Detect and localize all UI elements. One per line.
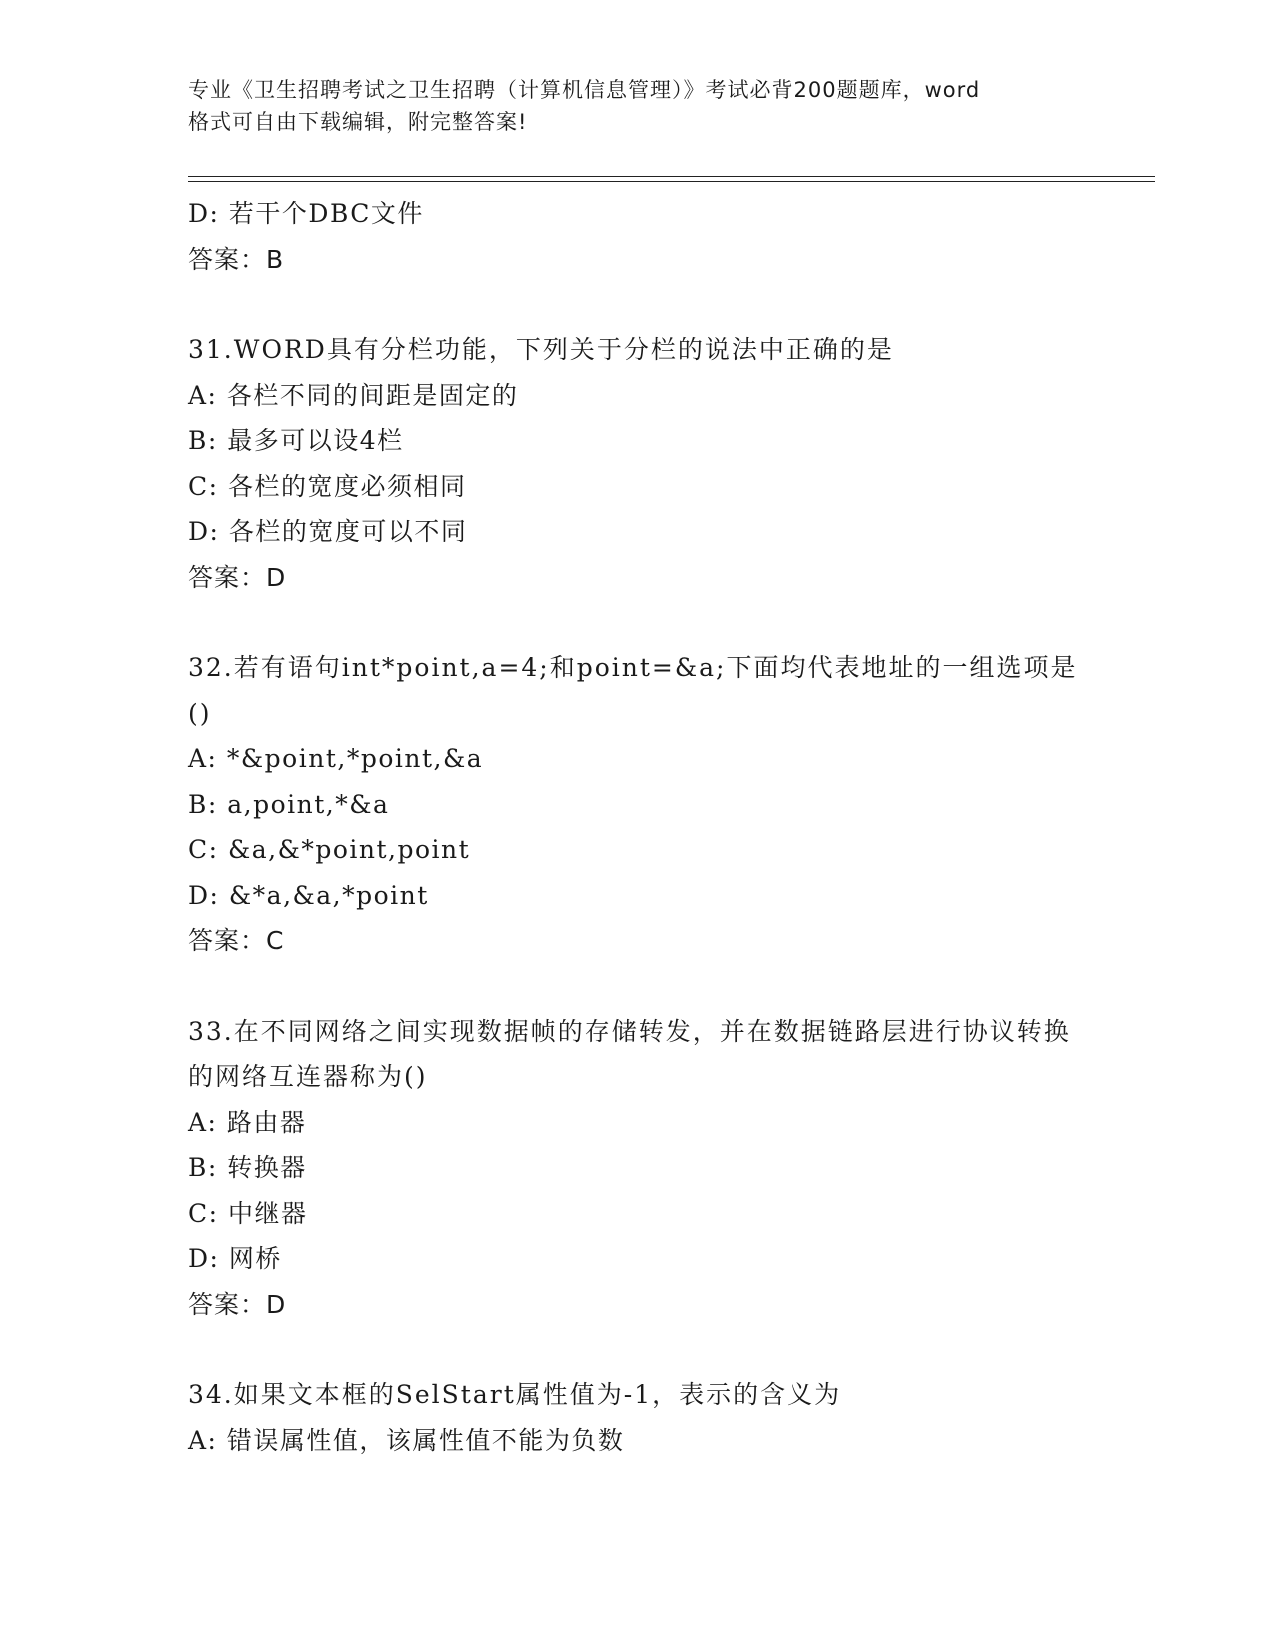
question-list (188, 191, 1128, 1463)
option-d: D: 网桥 (188, 1244, 282, 1273)
option-c: C: &a,&*point,point (188, 835, 471, 864)
option-b: B: 转换器 (188, 1153, 307, 1182)
question-stem: 31.WORD具有分栏功能，下列关于分栏的说法中正确的是 (188, 335, 894, 364)
question-33 (188, 1009, 1128, 1328)
document-header (188, 74, 1088, 138)
option-a: A: 各栏不同的间距是固定的 (188, 380, 519, 410)
header-divider-top (188, 176, 1155, 177)
option-b: B: a,point,*&a (188, 789, 390, 819)
question-stem: 32.若有语句int*point,a=4;和point=&a;下面均代表地址的一组选项是() (188, 653, 1078, 728)
option-a: A: 错误属性值，该属性值不能为负数 (188, 1425, 625, 1455)
question-34 (188, 1372, 1128, 1463)
answer-line: 答案：C (188, 926, 285, 955)
option-b: B: 最多可以设4栏 (188, 426, 404, 455)
option-c: C: 各栏的宽度必须相同 (188, 471, 467, 501)
question-stem: 33.在不同网络之间实现数据帧的存储转发，并在数据链路层进行协议转换的网络互连器称为() (188, 1016, 1071, 1091)
question-stem: 34.如果文本框的SelStart属性值为-1，表示的含义为 (188, 1380, 842, 1409)
answer-line: 答案：D (188, 562, 287, 592)
answer-line: 答案：D (188, 1289, 287, 1319)
answer-line: 答案：B (188, 244, 285, 274)
option-a: A: 路由器 (188, 1107, 307, 1137)
header-line-1: 专业《卫生招聘考试之卫生招聘（计算机信息管理）》考试必背200题题库，word (188, 78, 981, 102)
carryover-block (188, 191, 1128, 282)
header-line-2: 格式可自由下载编辑，附完整答案! (188, 110, 528, 134)
option-d: D: 若干个DBC文件 (188, 199, 424, 228)
question-32 (188, 645, 1128, 964)
option-a: A: *&point,*point,&a (188, 744, 484, 773)
question-31 (188, 327, 1128, 600)
option-c: C: 中继器 (188, 1198, 308, 1228)
header-divider-bottom (188, 181, 1155, 182)
option-d: D: &*a,&a,*point (188, 880, 429, 910)
option-d: D: 各栏的宽度可以不同 (188, 517, 468, 546)
